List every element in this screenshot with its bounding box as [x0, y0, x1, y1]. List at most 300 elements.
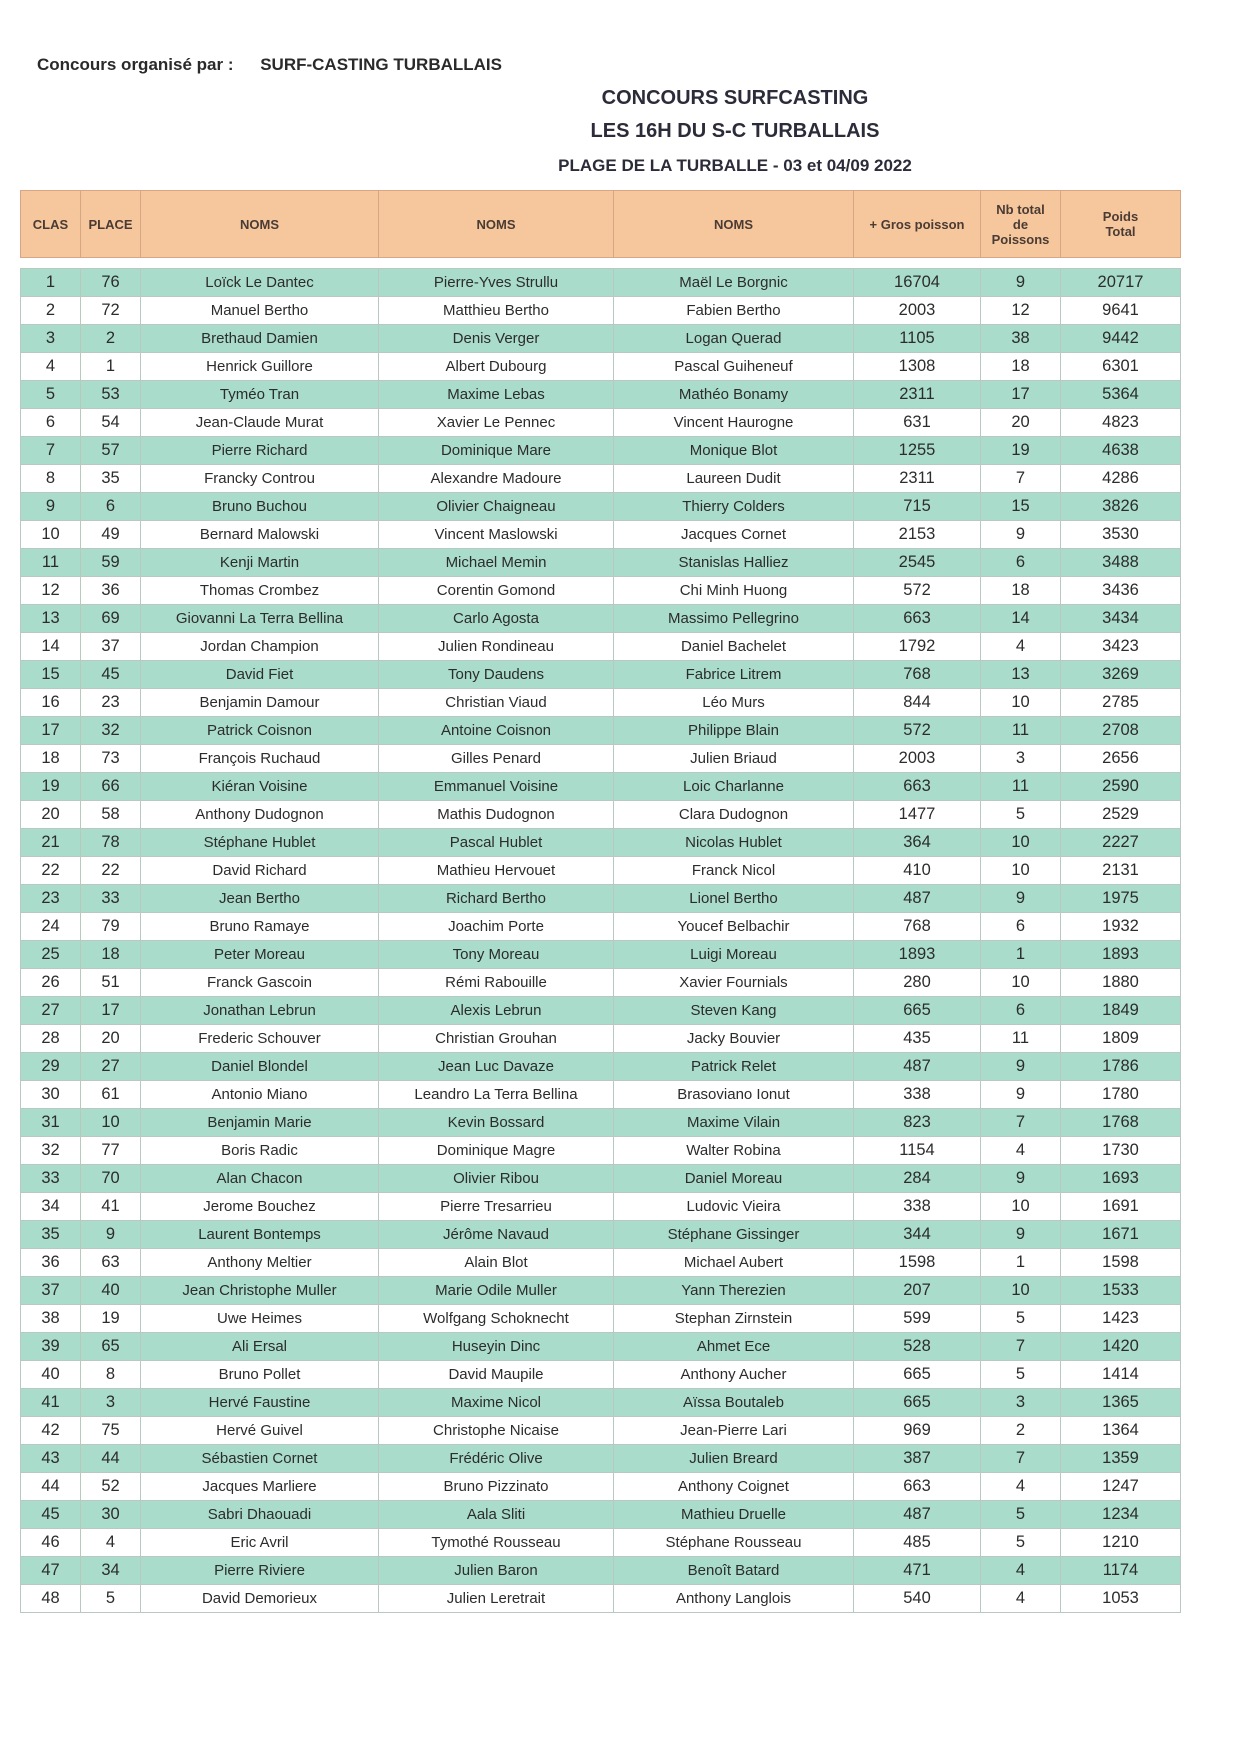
- poids-total-cell: 9641: [1061, 297, 1181, 325]
- poids-total-cell: 9442: [1061, 325, 1181, 353]
- team-member-1-cell: Jordan Champion: [141, 633, 379, 661]
- table-row: [21, 549, 1181, 577]
- poids-total-cell: 1365: [1061, 1389, 1181, 1417]
- gros-poisson-cell: 768: [854, 661, 981, 689]
- place-cell: 30: [81, 1501, 141, 1529]
- team-member-3-cell: Mathéo Bonamy: [614, 381, 854, 409]
- gros-poisson-cell: 665: [854, 997, 981, 1025]
- clas-cell: 27: [21, 997, 81, 1025]
- nb-poissons-cell: 1: [981, 941, 1061, 969]
- place-cell: 6: [81, 493, 141, 521]
- gros-poisson-cell: 1893: [854, 941, 981, 969]
- nb-poissons-cell: 7: [981, 1445, 1061, 1473]
- gros-poisson-cell: 2003: [854, 745, 981, 773]
- clas-cell: 43: [21, 1445, 81, 1473]
- header-gros-poisson: + Gros poisson: [854, 191, 981, 258]
- nb-poissons-cell: 14: [981, 605, 1061, 633]
- table-row: [21, 1305, 1181, 1333]
- team-member-3-cell: Maxime Vilain: [614, 1109, 854, 1137]
- team-member-1-cell: Patrick Coisnon: [141, 717, 379, 745]
- clas-cell: 47: [21, 1557, 81, 1585]
- table-row: [21, 745, 1181, 773]
- team-member-1-cell: David Richard: [141, 857, 379, 885]
- gros-poisson-cell: 344: [854, 1221, 981, 1249]
- nb-poissons-cell: 18: [981, 353, 1061, 381]
- poids-total-cell: 2708: [1061, 717, 1181, 745]
- nb-poissons-cell: 9: [981, 885, 1061, 913]
- table-row: [21, 913, 1181, 941]
- clas-cell: 13: [21, 605, 81, 633]
- gros-poisson-cell: 16704: [854, 269, 981, 297]
- gros-poisson-cell: 1255: [854, 437, 981, 465]
- poids-total-cell: 2656: [1061, 745, 1181, 773]
- nb-poissons-cell: 5: [981, 1501, 1061, 1529]
- header-nb-line1: Nb total: [996, 201, 1045, 217]
- poids-total-cell: 1786: [1061, 1053, 1181, 1081]
- header-clas: CLAS: [21, 191, 81, 258]
- organizer-line: [37, 55, 502, 75]
- nb-poissons-cell: 4: [981, 1557, 1061, 1585]
- place-cell: 23: [81, 689, 141, 717]
- clas-cell: 9: [21, 493, 81, 521]
- team-member-2-cell: Aala Sliti: [379, 1501, 614, 1529]
- poids-total-cell: 1693: [1061, 1165, 1181, 1193]
- team-member-1-cell: Giovanni La Terra Bellina: [141, 605, 379, 633]
- team-member-2-cell: Frédéric Olive: [379, 1445, 614, 1473]
- place-cell: 75: [81, 1417, 141, 1445]
- poids-total-cell: 3423: [1061, 633, 1181, 661]
- nb-poissons-cell: 4: [981, 1137, 1061, 1165]
- gros-poisson-cell: 665: [854, 1361, 981, 1389]
- nb-poissons-cell: 11: [981, 717, 1061, 745]
- place-cell: 61: [81, 1081, 141, 1109]
- poids-total-cell: 1809: [1061, 1025, 1181, 1053]
- table-row: [21, 857, 1181, 885]
- nb-poissons-cell: 10: [981, 1277, 1061, 1305]
- gros-poisson-cell: 284: [854, 1165, 981, 1193]
- place-cell: 78: [81, 829, 141, 857]
- team-member-1-cell: Bruno Buchou: [141, 493, 379, 521]
- place-cell: 33: [81, 885, 141, 913]
- nb-poissons-cell: 1: [981, 1249, 1061, 1277]
- table-row: [21, 829, 1181, 857]
- gros-poisson-cell: 485: [854, 1529, 981, 1557]
- team-member-3-cell: Steven Kang: [614, 997, 854, 1025]
- nb-poissons-cell: 3: [981, 1389, 1061, 1417]
- team-member-2-cell: Julien Baron: [379, 1557, 614, 1585]
- table-row: [21, 465, 1181, 493]
- poids-total-cell: 2131: [1061, 857, 1181, 885]
- team-member-1-cell: Alan Chacon: [141, 1165, 379, 1193]
- nb-poissons-cell: 5: [981, 1361, 1061, 1389]
- clas-cell: 2: [21, 297, 81, 325]
- nb-poissons-cell: 2: [981, 1417, 1061, 1445]
- team-member-1-cell: Francky Controu: [141, 465, 379, 493]
- gros-poisson-cell: 2003: [854, 297, 981, 325]
- team-member-2-cell: Kevin Bossard: [379, 1109, 614, 1137]
- gros-poisson-cell: 1308: [854, 353, 981, 381]
- poids-total-cell: 5364: [1061, 381, 1181, 409]
- poids-total-cell: 1423: [1061, 1305, 1181, 1333]
- team-member-1-cell: Kenji Martin: [141, 549, 379, 577]
- team-member-3-cell: Franck Nicol: [614, 857, 854, 885]
- place-cell: 72: [81, 297, 141, 325]
- nb-poissons-cell: 10: [981, 689, 1061, 717]
- gros-poisson-cell: 540: [854, 1585, 981, 1613]
- team-member-1-cell: Bruno Pollet: [141, 1361, 379, 1389]
- team-member-3-cell: Monique Blot: [614, 437, 854, 465]
- team-member-2-cell: Maxime Nicol: [379, 1389, 614, 1417]
- table-row: [21, 353, 1181, 381]
- poids-total-cell: 3530: [1061, 521, 1181, 549]
- team-member-3-cell: Stanislas Halliez: [614, 549, 854, 577]
- table-row: [21, 1109, 1181, 1137]
- clas-cell: 42: [21, 1417, 81, 1445]
- clas-cell: 8: [21, 465, 81, 493]
- header-nb-line2: de: [1012, 216, 1029, 232]
- team-member-1-cell: Tyméo Tran: [141, 381, 379, 409]
- team-member-1-cell: Loïck Le Dantec: [141, 269, 379, 297]
- team-member-3-cell: Julien Breard: [614, 1445, 854, 1473]
- contest-location-date: PLAGE DE LA TURBALLE - 03 et 04/09 2022: [558, 156, 912, 175]
- gros-poisson-cell: 435: [854, 1025, 981, 1053]
- team-member-2-cell: Tony Moreau: [379, 941, 614, 969]
- clas-cell: 17: [21, 717, 81, 745]
- table-row: [21, 1473, 1181, 1501]
- nb-poissons-cell: 9: [981, 269, 1061, 297]
- clas-cell: 25: [21, 941, 81, 969]
- place-cell: 70: [81, 1165, 141, 1193]
- nb-poissons-cell: 4: [981, 1585, 1061, 1613]
- team-member-1-cell: Jacques Marliere: [141, 1473, 379, 1501]
- clas-cell: 3: [21, 325, 81, 353]
- table-row: [21, 997, 1181, 1025]
- header-noms-2: NOMS: [379, 191, 614, 258]
- place-cell: 17: [81, 997, 141, 1025]
- table-row: [21, 1249, 1181, 1277]
- clas-cell: 41: [21, 1389, 81, 1417]
- team-member-3-cell: Stéphane Gissinger: [614, 1221, 854, 1249]
- nb-poissons-cell: 6: [981, 549, 1061, 577]
- team-member-3-cell: Stephan Zirnstein: [614, 1305, 854, 1333]
- header-place: PLACE: [81, 191, 141, 258]
- place-cell: 32: [81, 717, 141, 745]
- place-cell: 8: [81, 1361, 141, 1389]
- gros-poisson-cell: 1792: [854, 633, 981, 661]
- place-cell: 34: [81, 1557, 141, 1585]
- poids-total-cell: 3826: [1061, 493, 1181, 521]
- poids-total-cell: 1420: [1061, 1333, 1181, 1361]
- team-member-3-cell: Julien Briaud: [614, 745, 854, 773]
- team-member-3-cell: Mathieu Druelle: [614, 1501, 854, 1529]
- team-member-2-cell: Mathis Dudognon: [379, 801, 614, 829]
- gros-poisson-cell: 665: [854, 1389, 981, 1417]
- gros-poisson-cell: 2311: [854, 465, 981, 493]
- poids-total-cell: 1533: [1061, 1277, 1181, 1305]
- team-member-3-cell: Youcef Belbachir: [614, 913, 854, 941]
- team-member-1-cell: Boris Radic: [141, 1137, 379, 1165]
- table-row: [21, 689, 1181, 717]
- place-cell: 19: [81, 1305, 141, 1333]
- team-member-3-cell: Fabrice Litrem: [614, 661, 854, 689]
- team-member-2-cell: Emmanuel Voisine: [379, 773, 614, 801]
- gros-poisson-cell: 1105: [854, 325, 981, 353]
- gros-poisson-cell: 1477: [854, 801, 981, 829]
- team-member-2-cell: Pierre-Yves Strullu: [379, 269, 614, 297]
- team-member-3-cell: Daniel Bachelet: [614, 633, 854, 661]
- team-member-3-cell: Xavier Fournials: [614, 969, 854, 997]
- place-cell: 69: [81, 605, 141, 633]
- team-member-3-cell: Anthony Aucher: [614, 1361, 854, 1389]
- nb-poissons-cell: 7: [981, 465, 1061, 493]
- poids-total-cell: 1849: [1061, 997, 1181, 1025]
- gros-poisson-cell: 768: [854, 913, 981, 941]
- table-row: [21, 717, 1181, 745]
- place-cell: 77: [81, 1137, 141, 1165]
- clas-cell: 22: [21, 857, 81, 885]
- team-member-2-cell: Mathieu Hervouet: [379, 857, 614, 885]
- team-member-2-cell: Maxime Lebas: [379, 381, 614, 409]
- team-member-3-cell: Anthony Langlois: [614, 1585, 854, 1613]
- nb-poissons-cell: 5: [981, 1305, 1061, 1333]
- team-member-1-cell: Jean Bertho: [141, 885, 379, 913]
- table-row: [21, 1417, 1181, 1445]
- team-member-2-cell: Jérôme Navaud: [379, 1221, 614, 1249]
- team-member-3-cell: Jacques Cornet: [614, 521, 854, 549]
- team-member-2-cell: Vincent Maslowski: [379, 521, 614, 549]
- poids-total-cell: 3269: [1061, 661, 1181, 689]
- header-poids-total: [1061, 191, 1181, 258]
- header-noms-1: NOMS: [141, 191, 379, 258]
- header-nb-line3: Poissons: [991, 231, 1050, 247]
- gros-poisson-cell: 969: [854, 1417, 981, 1445]
- poids-total-cell: 1359: [1061, 1445, 1181, 1473]
- team-member-3-cell: Philippe Blain: [614, 717, 854, 745]
- gros-poisson-cell: 487: [854, 1501, 981, 1529]
- poids-total-cell: 2227: [1061, 829, 1181, 857]
- team-member-3-cell: Jean-Pierre Lari: [614, 1417, 854, 1445]
- team-member-2-cell: Huseyin Dinc: [379, 1333, 614, 1361]
- header-poids-line1: Poids: [1102, 209, 1139, 224]
- team-member-2-cell: Antoine Coisnon: [379, 717, 614, 745]
- team-member-1-cell: Eric Avril: [141, 1529, 379, 1557]
- team-member-2-cell: Dominique Magre: [379, 1137, 614, 1165]
- poids-total-cell: 1364: [1061, 1417, 1181, 1445]
- table-row: [21, 269, 1181, 297]
- team-member-1-cell: Jean Christophe Muller: [141, 1277, 379, 1305]
- poids-total-cell: 1932: [1061, 913, 1181, 941]
- poids-total-cell: 3436: [1061, 577, 1181, 605]
- team-member-1-cell: Jerome Bouchez: [141, 1193, 379, 1221]
- team-member-1-cell: Manuel Bertho: [141, 297, 379, 325]
- organizer-name: SURF-CASTING TURBALLAIS: [260, 55, 502, 74]
- contest-subtitle: LES 16H DU S-C TURBALLAIS: [590, 120, 880, 142]
- gros-poisson-cell: 572: [854, 717, 981, 745]
- clas-cell: 33: [21, 1165, 81, 1193]
- team-member-2-cell: Pierre Tresarrieu: [379, 1193, 614, 1221]
- place-cell: 63: [81, 1249, 141, 1277]
- header-nb-poissons: [981, 191, 1061, 258]
- clas-cell: 20: [21, 801, 81, 829]
- team-member-3-cell: Vincent Haurogne: [614, 409, 854, 437]
- team-member-2-cell: Julien Rondineau: [379, 633, 614, 661]
- table-row: [21, 1501, 1181, 1529]
- team-member-1-cell: Anthony Meltier: [141, 1249, 379, 1277]
- team-member-1-cell: Hervé Faustine: [141, 1389, 379, 1417]
- nb-poissons-cell: 10: [981, 857, 1061, 885]
- team-member-1-cell: Benjamin Marie: [141, 1109, 379, 1137]
- team-member-1-cell: Benjamin Damour: [141, 689, 379, 717]
- clas-cell: 35: [21, 1221, 81, 1249]
- poids-total-cell: 1780: [1061, 1081, 1181, 1109]
- gros-poisson-cell: 487: [854, 1053, 981, 1081]
- table-row: [21, 1445, 1181, 1473]
- team-member-1-cell: Frederic Schouver: [141, 1025, 379, 1053]
- table-row: [21, 1081, 1181, 1109]
- place-cell: 59: [81, 549, 141, 577]
- table-row: [21, 1389, 1181, 1417]
- nb-poissons-cell: 9: [981, 521, 1061, 549]
- team-member-2-cell: Xavier Le Pennec: [379, 409, 614, 437]
- team-member-1-cell: Peter Moreau: [141, 941, 379, 969]
- team-member-3-cell: Patrick Relet: [614, 1053, 854, 1081]
- team-member-1-cell: Kiéran Voisine: [141, 773, 379, 801]
- clas-cell: 28: [21, 1025, 81, 1053]
- gros-poisson-cell: 1154: [854, 1137, 981, 1165]
- place-cell: 41: [81, 1193, 141, 1221]
- clas-cell: 38: [21, 1305, 81, 1333]
- team-member-1-cell: Uwe Heimes: [141, 1305, 379, 1333]
- team-member-2-cell: Julien Leretrait: [379, 1585, 614, 1613]
- nb-poissons-cell: 6: [981, 913, 1061, 941]
- team-member-2-cell: Gilles Penard: [379, 745, 614, 773]
- table-row: [21, 1557, 1181, 1585]
- nb-poissons-cell: 13: [981, 661, 1061, 689]
- team-member-2-cell: Carlo Agosta: [379, 605, 614, 633]
- gros-poisson-cell: 338: [854, 1081, 981, 1109]
- clas-cell: 48: [21, 1585, 81, 1613]
- team-member-3-cell: Laureen Dudit: [614, 465, 854, 493]
- team-member-2-cell: Olivier Ribou: [379, 1165, 614, 1193]
- clas-cell: 19: [21, 773, 81, 801]
- table-row: [21, 1193, 1181, 1221]
- table-row: [21, 605, 1181, 633]
- team-member-1-cell: Jean-Claude Murat: [141, 409, 379, 437]
- team-member-2-cell: Alexis Lebrun: [379, 997, 614, 1025]
- team-member-3-cell: Logan Querad: [614, 325, 854, 353]
- team-member-3-cell: Yann Therezien: [614, 1277, 854, 1305]
- table-row: [21, 437, 1181, 465]
- place-cell: 2: [81, 325, 141, 353]
- table-row: [21, 633, 1181, 661]
- nb-poissons-cell: 9: [981, 1165, 1061, 1193]
- team-member-2-cell: Albert Dubourg: [379, 353, 614, 381]
- team-member-1-cell: Thomas Crombez: [141, 577, 379, 605]
- gros-poisson-cell: 471: [854, 1557, 981, 1585]
- team-member-1-cell: Daniel Blondel: [141, 1053, 379, 1081]
- gros-poisson-cell: 410: [854, 857, 981, 885]
- table-row: [21, 941, 1181, 969]
- place-cell: 37: [81, 633, 141, 661]
- team-member-2-cell: Matthieu Bertho: [379, 297, 614, 325]
- team-member-2-cell: Pascal Hublet: [379, 829, 614, 857]
- table-row: [21, 661, 1181, 689]
- place-cell: 36: [81, 577, 141, 605]
- place-cell: 10: [81, 1109, 141, 1137]
- clas-cell: 6: [21, 409, 81, 437]
- team-member-1-cell: Pierre Richard: [141, 437, 379, 465]
- place-cell: 53: [81, 381, 141, 409]
- clas-cell: 46: [21, 1529, 81, 1557]
- header-noms-3: NOMS: [614, 191, 854, 258]
- nb-poissons-cell: 5: [981, 801, 1061, 829]
- team-member-1-cell: David Demorieux: [141, 1585, 379, 1613]
- poids-total-cell: 1671: [1061, 1221, 1181, 1249]
- team-member-3-cell: Massimo Pellegrino: [614, 605, 854, 633]
- team-member-1-cell: Franck Gascoin: [141, 969, 379, 997]
- poids-total-cell: 1247: [1061, 1473, 1181, 1501]
- team-member-1-cell: Sabri Dhaouadi: [141, 1501, 379, 1529]
- nb-poissons-cell: 9: [981, 1081, 1061, 1109]
- clas-cell: 12: [21, 577, 81, 605]
- team-member-1-cell: David Fiet: [141, 661, 379, 689]
- gros-poisson-cell: 631: [854, 409, 981, 437]
- nb-poissons-cell: 10: [981, 1193, 1061, 1221]
- team-member-3-cell: Loic Charlanne: [614, 773, 854, 801]
- clas-cell: 40: [21, 1361, 81, 1389]
- table-body: [21, 258, 1181, 1613]
- team-member-1-cell: Hervé Guivel: [141, 1417, 379, 1445]
- place-cell: 52: [81, 1473, 141, 1501]
- table-row: [21, 885, 1181, 913]
- nb-poissons-cell: 9: [981, 1053, 1061, 1081]
- nb-poissons-cell: 5: [981, 1529, 1061, 1557]
- team-member-3-cell: Brasoviano Ionut: [614, 1081, 854, 1109]
- team-member-2-cell: Christophe Nicaise: [379, 1417, 614, 1445]
- team-member-2-cell: Corentin Gomond: [379, 577, 614, 605]
- gros-poisson-cell: 387: [854, 1445, 981, 1473]
- nb-poissons-cell: 18: [981, 577, 1061, 605]
- results-table: [20, 190, 1181, 1613]
- team-member-3-cell: Lionel Bertho: [614, 885, 854, 913]
- poids-total-cell: 6301: [1061, 353, 1181, 381]
- team-member-3-cell: Stéphane Rousseau: [614, 1529, 854, 1557]
- team-member-2-cell: Wolfgang Schoknecht: [379, 1305, 614, 1333]
- poids-total-cell: 1414: [1061, 1361, 1181, 1389]
- team-member-3-cell: Jacky Bouvier: [614, 1025, 854, 1053]
- table-row: [21, 1053, 1181, 1081]
- place-cell: 27: [81, 1053, 141, 1081]
- clas-cell: 29: [21, 1053, 81, 1081]
- clas-cell: 31: [21, 1109, 81, 1137]
- poids-total-cell: 4638: [1061, 437, 1181, 465]
- team-member-2-cell: Michael Memin: [379, 549, 614, 577]
- place-cell: 22: [81, 857, 141, 885]
- team-member-2-cell: Olivier Chaigneau: [379, 493, 614, 521]
- poids-total-cell: 3434: [1061, 605, 1181, 633]
- clas-cell: 39: [21, 1333, 81, 1361]
- table-row: [21, 1529, 1181, 1557]
- team-member-1-cell: Antonio Miano: [141, 1081, 379, 1109]
- gros-poisson-cell: 2311: [854, 381, 981, 409]
- gros-poisson-cell: 823: [854, 1109, 981, 1137]
- clas-cell: 1: [21, 269, 81, 297]
- team-member-3-cell: Clara Dudognon: [614, 801, 854, 829]
- clas-cell: 10: [21, 521, 81, 549]
- gros-poisson-cell: 844: [854, 689, 981, 717]
- team-member-2-cell: Joachim Porte: [379, 913, 614, 941]
- poids-total-cell: 1880: [1061, 969, 1181, 997]
